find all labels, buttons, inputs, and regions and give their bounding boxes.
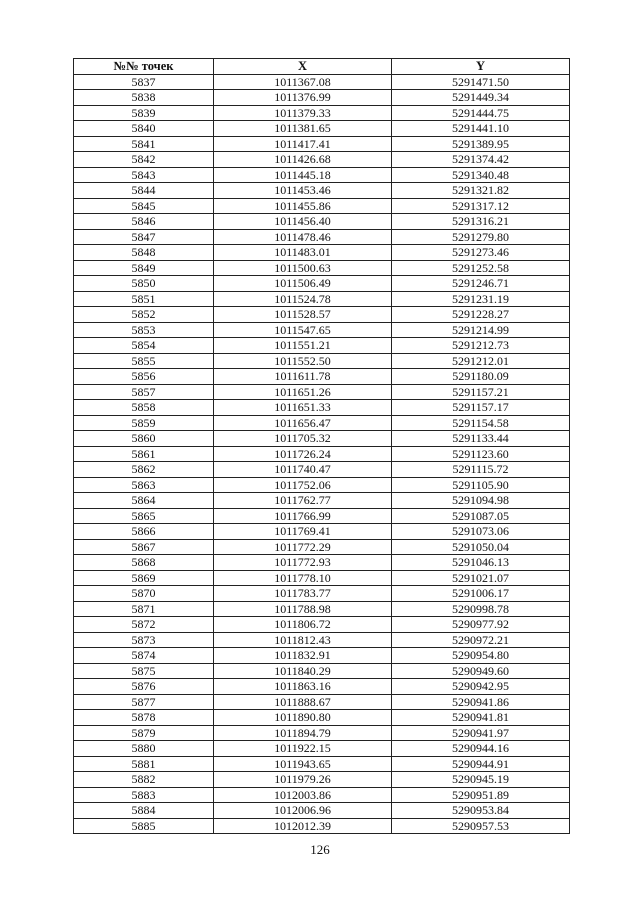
cell-x: 1011445.18 <box>214 167 392 183</box>
cell-point-number: 5840 <box>74 121 214 137</box>
cell-point-number: 5867 <box>74 539 214 555</box>
table-row <box>74 477 570 493</box>
table-row <box>74 245 570 261</box>
table-row <box>74 369 570 385</box>
cell-x: 1011500.63 <box>214 260 392 276</box>
cell-point-number: 5844 <box>74 183 214 199</box>
cell-x: 1011726.24 <box>214 446 392 462</box>
cell-y: 5291316.21 <box>392 214 570 230</box>
cell-x: 1011376.99 <box>214 90 392 106</box>
cell-point-number: 5876 <box>74 679 214 695</box>
cell-point-number: 5850 <box>74 276 214 292</box>
cell-x: 1011651.33 <box>214 400 392 416</box>
cell-x: 1011752.06 <box>214 477 392 493</box>
cell-x: 1011766.99 <box>214 508 392 524</box>
cell-y: 5290941.81 <box>392 710 570 726</box>
cell-x: 1011778.10 <box>214 570 392 586</box>
cell-y: 5291115.72 <box>392 462 570 478</box>
cell-x: 1011783.77 <box>214 586 392 602</box>
cell-x: 1011812.43 <box>214 632 392 648</box>
cell-point-number: 5873 <box>74 632 214 648</box>
cell-y: 5290944.91 <box>392 756 570 772</box>
cell-x: 1011528.57 <box>214 307 392 323</box>
cell-y: 5291252.58 <box>392 260 570 276</box>
table-row <box>74 539 570 555</box>
table-row <box>74 229 570 245</box>
cell-x: 1011611.78 <box>214 369 392 385</box>
cell-point-number: 5882 <box>74 772 214 788</box>
table-row <box>74 152 570 168</box>
cell-point-number: 5869 <box>74 570 214 586</box>
cell-point-number: 5874 <box>74 648 214 664</box>
cell-point-number: 5845 <box>74 198 214 214</box>
cell-x: 1011772.29 <box>214 539 392 555</box>
cell-y: 5290941.97 <box>392 725 570 741</box>
cell-point-number: 5872 <box>74 617 214 633</box>
cell-x: 1011943.65 <box>214 756 392 772</box>
table-row <box>74 586 570 602</box>
cell-y: 5291154.58 <box>392 415 570 431</box>
table-row <box>74 493 570 509</box>
cell-point-number: 5846 <box>74 214 214 230</box>
cell-x: 1011922.15 <box>214 741 392 757</box>
cell-point-number: 5847 <box>74 229 214 245</box>
table-row <box>74 105 570 121</box>
table-row <box>74 818 570 834</box>
cell-x: 1011426.68 <box>214 152 392 168</box>
cell-x: 1011551.21 <box>214 338 392 354</box>
cell-y: 5291157.17 <box>392 400 570 416</box>
cell-x: 1011762.77 <box>214 493 392 509</box>
cell-y: 5291214.99 <box>392 322 570 338</box>
cell-y: 5290942.95 <box>392 679 570 695</box>
cell-y: 5290945.19 <box>392 772 570 788</box>
table-row <box>74 74 570 90</box>
table-row <box>74 710 570 726</box>
cell-point-number: 5843 <box>74 167 214 183</box>
cell-point-number: 5841 <box>74 136 214 152</box>
cell-x: 1011890.80 <box>214 710 392 726</box>
cell-x: 1011455.86 <box>214 198 392 214</box>
cell-y: 5291444.75 <box>392 105 570 121</box>
cell-y: 5291073.06 <box>392 524 570 540</box>
cell-y: 5291094.98 <box>392 493 570 509</box>
cell-point-number: 5839 <box>74 105 214 121</box>
cell-y: 5291021.07 <box>392 570 570 586</box>
cell-x: 1011832.91 <box>214 648 392 664</box>
cell-x: 1011806.72 <box>214 617 392 633</box>
cell-y: 5291231.19 <box>392 291 570 307</box>
table-row <box>74 570 570 586</box>
cell-x: 1012003.86 <box>214 787 392 803</box>
coordinates-table-container <box>73 58 569 834</box>
cell-y: 5291046.13 <box>392 555 570 571</box>
cell-y: 5291246.71 <box>392 276 570 292</box>
cell-point-number: 5860 <box>74 431 214 447</box>
cell-y: 5291273.46 <box>392 245 570 261</box>
cell-point-number: 5859 <box>74 415 214 431</box>
cell-y: 5291133.44 <box>392 431 570 447</box>
cell-x: 1011888.67 <box>214 694 392 710</box>
cell-x: 1011894.79 <box>214 725 392 741</box>
table-row <box>74 632 570 648</box>
cell-x: 1011417.41 <box>214 136 392 152</box>
cell-point-number: 5862 <box>74 462 214 478</box>
cell-y: 5291228.27 <box>392 307 570 323</box>
table-row <box>74 90 570 106</box>
cell-y: 5290957.53 <box>392 818 570 834</box>
cell-x: 1011769.41 <box>214 524 392 540</box>
table-row <box>74 601 570 617</box>
cell-y: 5291180.09 <box>392 369 570 385</box>
table-row <box>74 508 570 524</box>
cell-x: 1011772.93 <box>214 555 392 571</box>
table-row <box>74 555 570 571</box>
cell-point-number: 5858 <box>74 400 214 416</box>
cell-x: 1011547.65 <box>214 322 392 338</box>
cell-y: 5291105.90 <box>392 477 570 493</box>
cell-point-number: 5852 <box>74 307 214 323</box>
cell-x: 1011651.26 <box>214 384 392 400</box>
cell-point-number: 5884 <box>74 803 214 819</box>
header-point-number: №№ точек <box>74 59 214 75</box>
cell-y: 5290954.80 <box>392 648 570 664</box>
table-row <box>74 338 570 354</box>
cell-point-number: 5866 <box>74 524 214 540</box>
coordinates-table <box>73 58 570 834</box>
table-row <box>74 291 570 307</box>
cell-y: 5291087.05 <box>392 508 570 524</box>
cell-point-number: 5849 <box>74 260 214 276</box>
cell-point-number: 5848 <box>74 245 214 261</box>
header-y: Y <box>392 59 570 75</box>
cell-x: 1011478.46 <box>214 229 392 245</box>
cell-x: 1011483.01 <box>214 245 392 261</box>
table-row <box>74 136 570 152</box>
cell-x: 1011656.47 <box>214 415 392 431</box>
cell-x: 1011524.78 <box>214 291 392 307</box>
cell-point-number: 5854 <box>74 338 214 354</box>
cell-y: 5290944.16 <box>392 741 570 757</box>
cell-point-number: 5885 <box>74 818 214 834</box>
cell-point-number: 5865 <box>74 508 214 524</box>
cell-y: 5291449.34 <box>392 90 570 106</box>
cell-point-number: 5851 <box>74 291 214 307</box>
table-row <box>74 648 570 664</box>
table-row <box>74 725 570 741</box>
cell-y: 5291212.73 <box>392 338 570 354</box>
table-row <box>74 617 570 633</box>
cell-y: 5290972.21 <box>392 632 570 648</box>
cell-y: 5291441.10 <box>392 121 570 137</box>
cell-point-number: 5837 <box>74 74 214 90</box>
table-row <box>74 741 570 757</box>
cell-x: 1011367.08 <box>214 74 392 90</box>
table-body <box>74 74 570 834</box>
cell-x: 1011506.49 <box>214 276 392 292</box>
table-row <box>74 431 570 447</box>
cell-y: 5291317.12 <box>392 198 570 214</box>
table-row <box>74 415 570 431</box>
cell-y: 5290998.78 <box>392 601 570 617</box>
cell-point-number: 5855 <box>74 353 214 369</box>
table-row <box>74 276 570 292</box>
cell-point-number: 5875 <box>74 663 214 679</box>
table-row <box>74 446 570 462</box>
table-row <box>74 353 570 369</box>
cell-point-number: 5870 <box>74 586 214 602</box>
cell-x: 1011453.46 <box>214 183 392 199</box>
cell-x: 1012006.96 <box>214 803 392 819</box>
table-row <box>74 524 570 540</box>
cell-y: 5291471.50 <box>392 74 570 90</box>
cell-point-number: 5842 <box>74 152 214 168</box>
header-x: X <box>214 59 392 75</box>
cell-point-number: 5871 <box>74 601 214 617</box>
table-row <box>74 167 570 183</box>
cell-x: 1011863.16 <box>214 679 392 695</box>
cell-point-number: 5863 <box>74 477 214 493</box>
cell-y: 5290941.86 <box>392 694 570 710</box>
table-row <box>74 679 570 695</box>
table-row <box>74 307 570 323</box>
cell-y: 5290951.89 <box>392 787 570 803</box>
cell-y: 5291006.17 <box>392 586 570 602</box>
cell-x: 1011740.47 <box>214 462 392 478</box>
table-row <box>74 214 570 230</box>
cell-point-number: 5856 <box>74 369 214 385</box>
cell-x: 1011456.40 <box>214 214 392 230</box>
table-header-row <box>74 59 570 75</box>
page-number: 126 <box>310 842 330 857</box>
cell-y: 5291279.80 <box>392 229 570 245</box>
table-row <box>74 183 570 199</box>
table-row <box>74 803 570 819</box>
cell-point-number: 5877 <box>74 694 214 710</box>
cell-y: 5290953.84 <box>392 803 570 819</box>
cell-y: 5291050.04 <box>392 539 570 555</box>
cell-y: 5291389.95 <box>392 136 570 152</box>
table-row <box>74 772 570 788</box>
table-row <box>74 694 570 710</box>
table-row <box>74 322 570 338</box>
cell-point-number: 5857 <box>74 384 214 400</box>
cell-x: 1012012.39 <box>214 818 392 834</box>
cell-y: 5291374.42 <box>392 152 570 168</box>
table-row <box>74 260 570 276</box>
cell-x: 1011379.33 <box>214 105 392 121</box>
cell-point-number: 5879 <box>74 725 214 741</box>
cell-x: 1011788.98 <box>214 601 392 617</box>
cell-y: 5291212.01 <box>392 353 570 369</box>
cell-y: 5290949.60 <box>392 663 570 679</box>
cell-point-number: 5868 <box>74 555 214 571</box>
table-row <box>74 198 570 214</box>
cell-x: 1011979.26 <box>214 772 392 788</box>
table-row <box>74 663 570 679</box>
cell-point-number: 5883 <box>74 787 214 803</box>
cell-point-number: 5881 <box>74 756 214 772</box>
cell-x: 1011705.32 <box>214 431 392 447</box>
cell-y: 5290977.92 <box>392 617 570 633</box>
cell-y: 5291157.21 <box>392 384 570 400</box>
cell-point-number: 5864 <box>74 493 214 509</box>
cell-point-number: 5880 <box>74 741 214 757</box>
cell-x: 1011840.29 <box>214 663 392 679</box>
cell-point-number: 5853 <box>74 322 214 338</box>
cell-x: 1011381.65 <box>214 121 392 137</box>
table-row <box>74 756 570 772</box>
cell-point-number: 5861 <box>74 446 214 462</box>
cell-y: 5291321.82 <box>392 183 570 199</box>
cell-y: 5291123.60 <box>392 446 570 462</box>
table-row <box>74 121 570 137</box>
cell-x: 1011552.50 <box>214 353 392 369</box>
table-row <box>74 462 570 478</box>
cell-point-number: 5878 <box>74 710 214 726</box>
cell-y: 5291340.48 <box>392 167 570 183</box>
table-row <box>74 400 570 416</box>
table-row <box>74 384 570 400</box>
cell-point-number: 5838 <box>74 90 214 106</box>
table-row <box>74 787 570 803</box>
